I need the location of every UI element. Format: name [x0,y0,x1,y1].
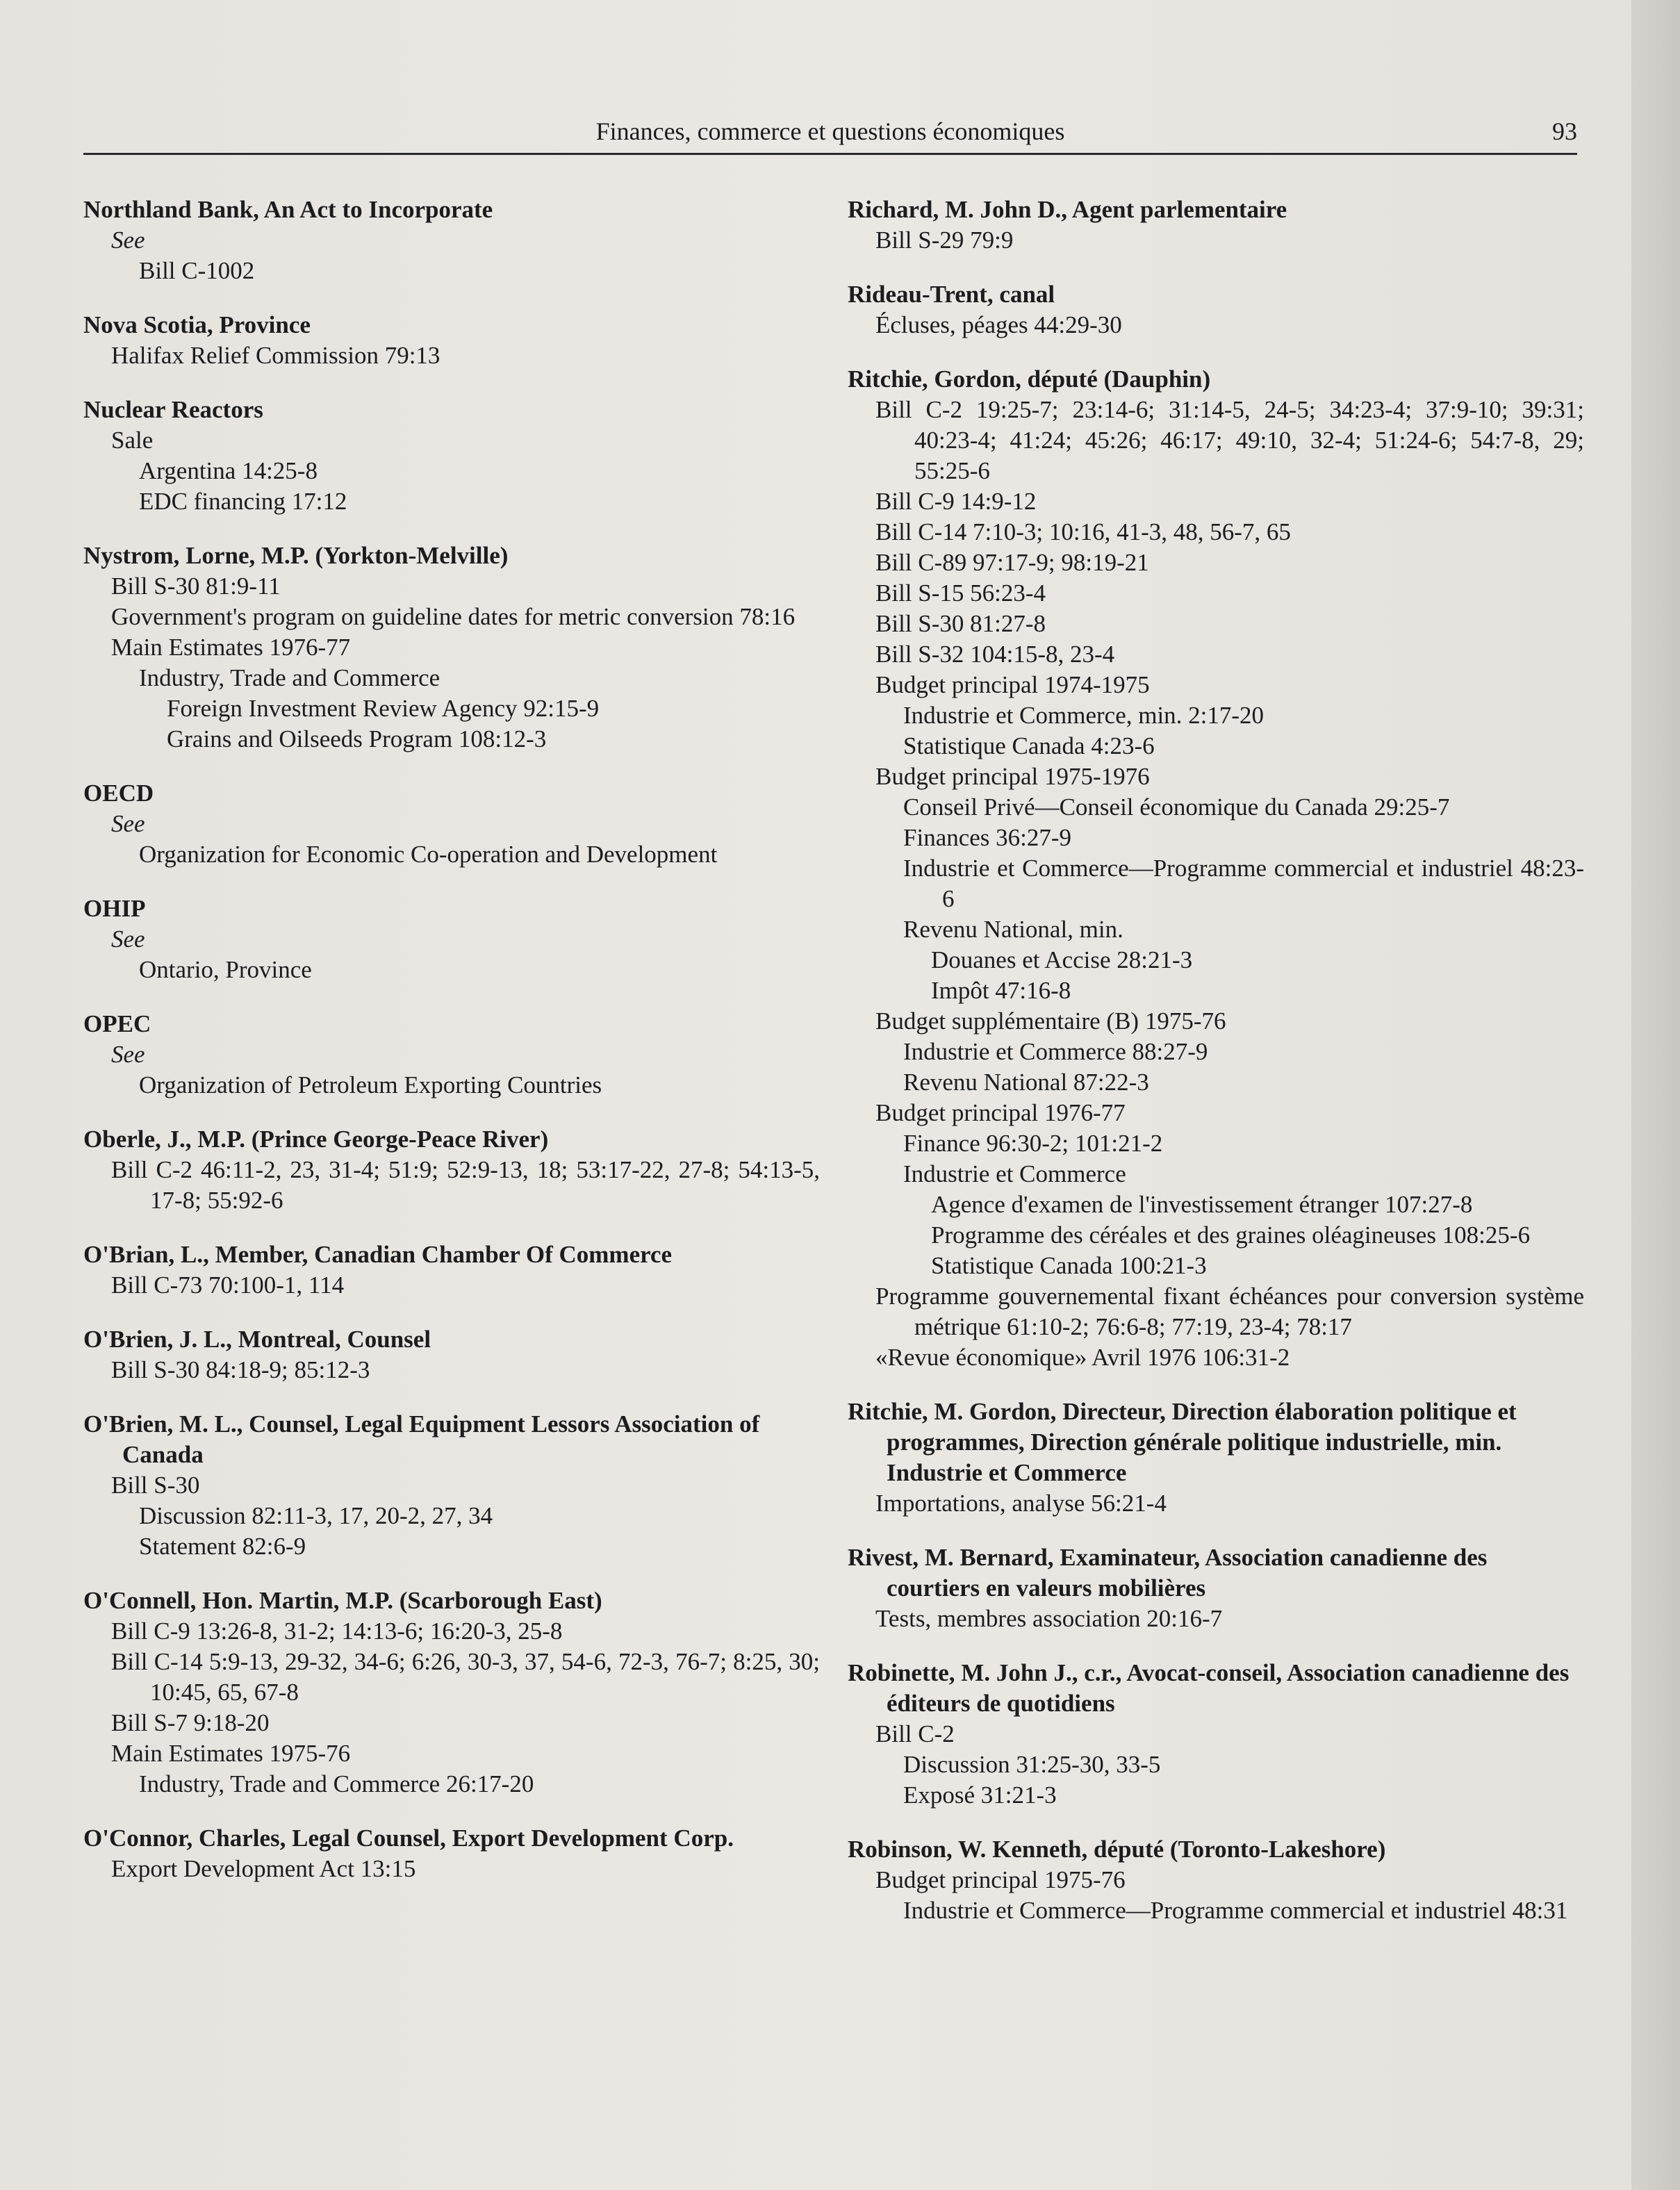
entry-subline: Budget principal 1974-1975 [875,671,1150,698]
entry-heading: Oberle, J., M.P. (Prince George-Peace River) [83,1126,549,1153]
index-entry [83,1009,820,1101]
entry-subline: Bill C-9 13:26-8, 31-2; 14:13-6; 16:20-3, 25-8 [111,1617,563,1645]
entry-heading: Rideau-Trent, canal [848,281,1055,308]
left-column [83,195,820,1908]
header-title: Finances, commerce et questions économiques [595,117,1065,145]
entry-subline: Conseil Privé—Conseil économique du Canada 29:25-7 [903,793,1450,821]
index-entry [83,310,820,371]
index-entry [83,1409,820,1562]
entry-subline: Exposé 31:21-3 [903,1781,1057,1809]
entry-heading: O'Brien, J. L., Montreal, Counsel [83,1326,431,1353]
right-column [848,195,1584,1950]
entry-subline: Government's program on guideline dates for metric conversion 78:16 [111,603,796,630]
entry-subline: Bill S-32 104:15-8, 23-4 [875,641,1115,668]
entry-subline: Bill C-14 7:10-3; 10:16, 41-3, 48, 56-7, 65 [875,518,1291,545]
entry-subline: Bill C-89 97:17-9; 98:19-21 [875,549,1149,576]
see-reference: See [111,227,145,254]
entry-subline: Industrie et Commerce 88:27-9 [903,1038,1208,1065]
entry-subline: Programme gouvernemental fixant échéances pour conversion système métrique 61:10-2; 76:6-8; 77:19, 23-4; 78:17 [875,1283,1584,1340]
entry-subline: Statistique Canada 4:23-6 [903,732,1155,759]
entry-heading: Ritchie, Gordon, député (Dauphin) [848,365,1211,393]
entry-subline: Bill C-73 70:100-1, 114 [111,1271,345,1299]
index-entry [83,1124,820,1216]
entry-subline: Budget supplémentaire (B) 1975-76 [875,1007,1226,1035]
entry-subline: Impôt 47:16-8 [931,977,1071,1004]
entry-subline: Bill S-30 81:9-11 [111,573,281,600]
see-reference: See [111,925,145,953]
entry-subline: Budget principal 1976-77 [875,1099,1126,1126]
entry-heading: O'Brien, M. L., Counsel, Legal Equipment Lessors Association of Canada [83,1410,760,1468]
running-header [83,111,1577,155]
entry-subline: Bill C-14 5:9-13, 29-32, 34-6; 6:26, 30-3, 37, 54-6, 72-3, 76-7; 8:25, 30; 10:45, 65, 67-8 [111,1648,820,1706]
see-reference: See [111,810,145,837]
entry-subline: Bill C-2 19:25-7; 23:14-6; 31:14-5, 24-5; 34:23-4; 37:9-10; 39:31; 40:23-4; 41:24; 45:26; 46:17; 49:10, 32-4; 51:24-6; 54:7-8, 29; 55:25-6 [875,396,1584,484]
entry-subline: Budget principal 1975-1976 [875,763,1150,790]
entry-subline: Industry, Trade and Commerce [139,664,440,691]
entry-subline: Bill C-2 46:11-2, 23, 31-4; 51:9; 52:9-13, 18; 53:17-22, 27-8; 54:13-5, 17-8; 55:92-6 [111,1156,820,1214]
index-entry [83,1240,820,1301]
entry-subline: Main Estimates 1975-76 [111,1740,351,1767]
index-entry [83,195,820,286]
entry-subline: Bill S-15 56:23-4 [875,579,1046,607]
entry-subline: Industry, Trade and Commerce 26:17-20 [139,1770,534,1797]
entry-subline: Finances 36:27-9 [903,824,1072,851]
entry-subline: Budget principal 1975-76 [875,1866,1126,1893]
entry-heading: Nuclear Reactors [83,396,263,423]
entry-subline: Bill C-2 [875,1720,955,1747]
entry-heading: O'Brian, L., Member, Canadian Chamber Of Commerce [83,1241,673,1268]
page-edge-shadow [1631,0,1680,2190]
entry-subline: Statement 82:6-9 [139,1533,306,1560]
entry-subline: Bill S-29 79:9 [875,227,1014,254]
index-entry [83,1586,820,1800]
index-entry [83,778,820,870]
entry-heading: Rivest, M. Bernard, Examinateur, Association canadienne des courtiers en valeurs mobilières [848,1544,1488,1602]
see-reference: See [111,1041,145,1068]
entry-subline: Industrie et Commerce—Programme commercial et industriel 48:23-6 [903,855,1584,912]
entry-heading: OPEC [83,1010,151,1037]
entry-subline: Tests, membres association 20:16-7 [875,1605,1223,1632]
entry-subline: Bill S-7 9:18-20 [111,1709,270,1736]
index-entry [848,1834,1584,1926]
entry-heading: OECD [83,780,154,807]
entry-subline: Bill S-30 84:18-9; 85:12-3 [111,1356,370,1383]
entry-subline: Industrie et Commerce [903,1160,1126,1187]
entry-subline: Bill C-1002 [139,257,255,284]
entry-subline: «Revue économique» Avril 1976 106:31-2 [875,1344,1290,1371]
entry-heading: Robinette, M. John J., c.r., Avocat-conseil, Association canadienne des éditeurs de quotidiens [848,1659,1570,1717]
entry-subline: Discussion 82:11-3, 17, 20-2, 27, 34 [139,1502,493,1529]
entry-subline: Écluses, péages 44:29-30 [875,311,1122,338]
entry-subline: Programme des céréales et des graines oléagineuses 108:25-6 [931,1221,1531,1249]
entry-subline: Douanes et Accise 28:21-3 [931,946,1193,973]
entry-subline: Foreign Investment Review Agency 92:15-9 [167,695,600,722]
entry-subline: Organization for Economic Co-operation and Development [139,841,718,868]
entry-subline: Bill C-9 14:9-12 [875,488,1037,515]
index-entry [848,1542,1584,1634]
entry-heading: Northland Bank, An Act to Incorporate [83,196,493,223]
index-entry [848,1658,1584,1811]
page-number: 93 [1552,117,1577,145]
entry-subline: EDC financing 17:12 [139,488,347,515]
entry-subline: Revenu National 87:22-3 [903,1069,1149,1096]
entry-subline: Main Estimates 1976-77 [111,634,351,661]
entry-subline: Organization of Petroleum Exporting Countries [139,1071,602,1098]
entry-subline: Revenu National, min. [903,916,1123,943]
entry-subline: Importations, analyse 56:21-4 [875,1490,1167,1517]
index-entry [83,1823,820,1884]
index-entry [83,894,820,985]
index-entry [848,364,1584,1373]
entry-subline: Statistique Canada 100:21-3 [931,1252,1207,1279]
entry-heading: Ritchie, M. Gordon, Directeur, Direction élaboration politique et programmes, Direction générale politique industrielle, min. Industrie et Commerce [848,1398,1517,1486]
entry-heading: O'Connor, Charles, Legal Counsel, Export Development Corp. [83,1825,734,1852]
entry-heading: Nystrom, Lorne, M.P. (Yorkton-Melville) [83,542,509,569]
entry-subline: Finance 96:30-2; 101:21-2 [903,1130,1163,1157]
entry-subline: Export Development Act 13:15 [111,1855,416,1882]
index-entry [848,1397,1584,1519]
index-entry [848,195,1584,256]
index-entry [83,1324,820,1385]
entry-subline: Agence d'examen de l'investissement étranger 107:27-8 [931,1191,1473,1218]
entry-heading: Nova Scotia, Province [83,311,311,338]
entry-subline: Industrie et Commerce, min. 2:17-20 [903,702,1265,729]
index-entry [848,279,1584,340]
entry-subline: Industrie et Commerce—Programme commercial et industriel 48:31 [903,1897,1568,1924]
entry-subline: Sale [111,427,154,454]
entry-subline: Argentina 14:25-8 [139,457,318,484]
index-entry [83,395,820,517]
entry-heading: Richard, M. John D., Agent parlementaire [848,196,1287,223]
entry-heading: O'Connell, Hon. Martin, M.P. (Scarborough East) [83,1587,602,1614]
entry-subline: Discussion 31:25-30, 33-5 [903,1751,1161,1778]
entry-subline: Ontario, Province [139,956,312,983]
entry-subline: Halifax Relief Commission 79:13 [111,342,440,369]
entry-heading: Robinson, W. Kenneth, député (Toronto-Lakeshore) [848,1836,1386,1863]
entry-subline: Bill S-30 81:27-8 [875,610,1046,637]
entry-subline: Bill S-30 [111,1472,200,1499]
entry-heading: OHIP [83,895,146,922]
entry-subline: Grains and Oilseeds Program 108:12-3 [167,725,547,752]
index-entry [83,541,820,755]
